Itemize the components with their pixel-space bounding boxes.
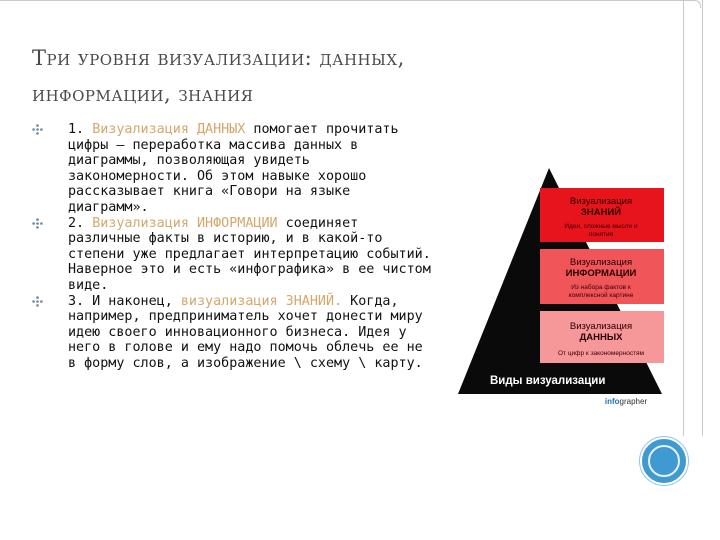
pyramid-caption: Виды визуализации bbox=[490, 375, 606, 387]
box-information-desc-2: комплексной картине bbox=[568, 292, 634, 299]
list-item bbox=[32, 294, 432, 372]
decorative-circle bbox=[640, 437, 688, 485]
box-knowledge-desc-2: понятия bbox=[588, 231, 614, 238]
item-prefix: 2. bbox=[68, 215, 93, 231]
box-data-subject: ДАННЫХ bbox=[579, 332, 623, 343]
box-data-desc: От цифр к закономерностям bbox=[557, 350, 645, 357]
brand-prefix: info bbox=[604, 397, 620, 406]
bullet-icon bbox=[32, 124, 43, 135]
pyramid-svg bbox=[456, 168, 670, 408]
title-line-2: информации, знания bbox=[32, 82, 254, 106]
slide-frame-top bbox=[0, 0, 701, 8]
box-information-title: Визуализация bbox=[569, 257, 633, 268]
bullet-icon bbox=[32, 296, 43, 307]
slide-frame-right bbox=[683, 0, 703, 436]
item-highlight: визуализация ЗНАНИЙ. bbox=[180, 293, 343, 309]
item-prefix: 1. bbox=[68, 122, 93, 137]
item-text: помогает прочитать цифры — переработка массива данных в диаграммы, позволяющая увидеть закономерности. Об этом навыке хорошо рассказывает книга «Говори на языке диаграмм». bbox=[68, 122, 399, 215]
title-line-1: Три уровня визуализации: данных, bbox=[32, 46, 405, 70]
item-text: соединяет различные факты в историю, и в какой-то степени уже предлагает интерпретацию событий. Наверное это и есть «инфографика» в ее чистом виде. bbox=[68, 215, 431, 293]
brand-logo bbox=[605, 397, 648, 406]
list-item bbox=[32, 216, 432, 294]
box-knowledge-title: Визуализация bbox=[569, 196, 633, 207]
box-data-title: Визуализация bbox=[569, 321, 633, 332]
item-prefix: 3. И наконец, bbox=[68, 293, 181, 309]
box-information-desc-1: Из набора фактов к bbox=[571, 284, 631, 291]
item-text: Когда, например, предприниматель хочет донести миру идею своего инновационного бизнеса. Идея у него в голове и ему надо помочь облечь ее не в форму слов, а изображение \ схему \ карту. bbox=[68, 293, 423, 371]
item-highlight: Визуализация ДАННЫХ bbox=[92, 122, 246, 137]
list-item bbox=[32, 122, 432, 216]
pyramid-infographic bbox=[456, 168, 670, 408]
bullet-list bbox=[32, 122, 432, 372]
box-information-subject: ИНФОРМАЦИИ bbox=[565, 268, 637, 279]
box-knowledge-desc-1: Идеи, сложные мысли и bbox=[564, 223, 638, 230]
box-knowledge-subject: ЗНАНИЙ bbox=[580, 207, 622, 218]
bullet-icon bbox=[32, 218, 43, 229]
page-title bbox=[32, 40, 632, 112]
brand-suffix: grapher bbox=[619, 397, 648, 406]
item-highlight: Визуализация ИНФОРМАЦИИ bbox=[92, 215, 278, 231]
